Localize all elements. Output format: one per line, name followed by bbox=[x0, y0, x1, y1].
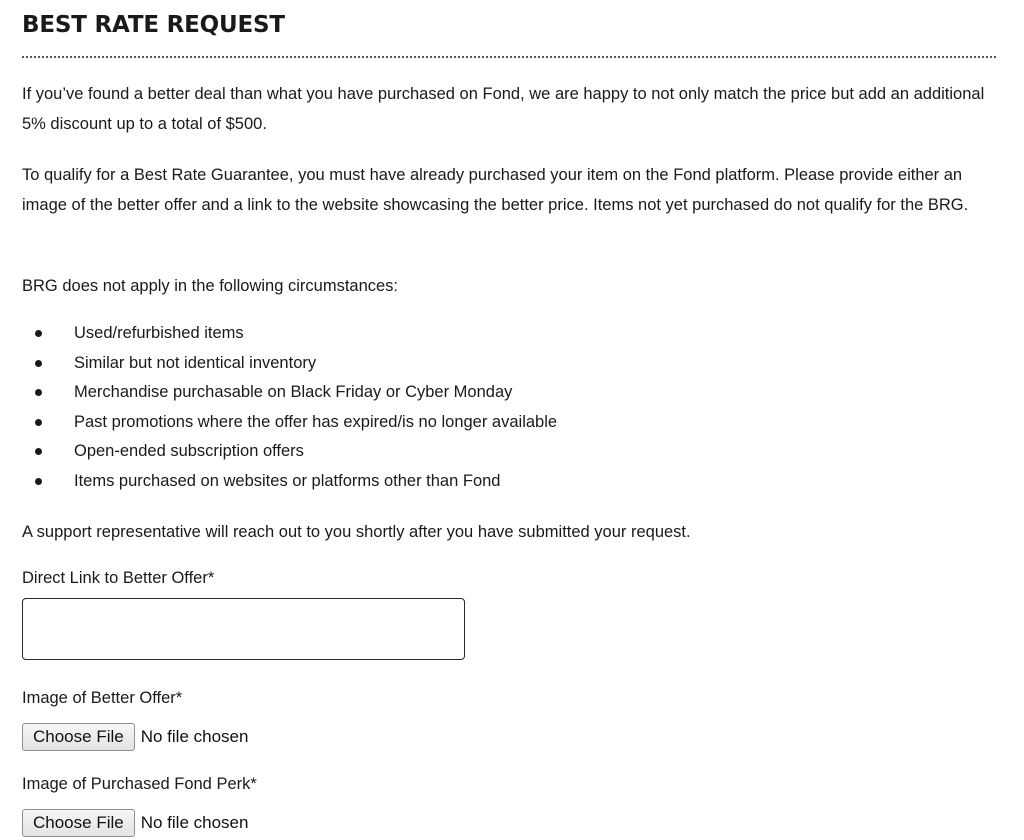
support-note: A support representative will reach out to you shortly after you have submitted your request. bbox=[22, 523, 691, 541]
exclusion-item bbox=[22, 378, 557, 408]
exclusions-list bbox=[22, 319, 557, 496]
bullet-icon bbox=[35, 330, 42, 337]
bullet-icon bbox=[35, 419, 42, 426]
page-title: BEST RATE REQUEST bbox=[22, 12, 285, 38]
exclusion-item bbox=[22, 408, 557, 438]
bullet-icon bbox=[35, 360, 42, 367]
intro-paragraph-2: To qualify for a Best Rate Guarantee, you must have already purchased your item on the Fond platform. Please provide either an image of the better offer and a link to the website showcasing the better price. Items not yet purchased do not qualify for the BRG. bbox=[22, 166, 969, 214]
file-status-text: No file chosen bbox=[140, 812, 249, 832]
fond-perk-image-upload bbox=[22, 808, 248, 837]
bullet-icon bbox=[35, 478, 42, 485]
choose-file-button[interactable]: Choose File bbox=[22, 723, 135, 751]
bullet-icon bbox=[35, 448, 42, 455]
better-offer-link-input[interactable] bbox=[22, 598, 465, 660]
exclusions-heading: BRG does not apply in the following circumstances: bbox=[22, 277, 399, 295]
choose-file-button[interactable]: Choose File bbox=[22, 809, 135, 837]
exclusion-item-text: Past promotions where the offer has expired/is no longer available bbox=[74, 412, 558, 431]
exclusion-item-text: Used/refurbished items bbox=[74, 324, 244, 342]
bullet-icon bbox=[35, 389, 42, 396]
exclusion-item bbox=[22, 437, 557, 467]
exclusion-item-text: Open-ended subscription offers bbox=[74, 442, 304, 460]
better-offer-link-label: Direct Link to Better Offer* bbox=[22, 569, 215, 587]
exclusion-item bbox=[22, 349, 557, 379]
exclusion-item-text: Similar but not identical inventory bbox=[74, 353, 317, 372]
exclusion-item bbox=[22, 467, 557, 497]
title-divider bbox=[22, 56, 996, 58]
better-offer-image-label: Image of Better Offer* bbox=[22, 689, 183, 707]
intro-paragraph-1: If you’ve found a better deal than what you have purchased on Fond, we are happy to not only match the price but add an additional 5% discount up to a total of $500. bbox=[22, 85, 985, 133]
exclusion-item-text: Merchandise purchasable on Black Friday or Cyber Monday bbox=[74, 383, 513, 401]
exclusion-item bbox=[22, 319, 557, 349]
fond-perk-image-label: Image of Purchased Fond Perk* bbox=[22, 775, 257, 793]
better-offer-image-upload bbox=[22, 722, 248, 751]
file-status-text: No file chosen bbox=[140, 726, 249, 746]
exclusion-item-text: Items purchased on websites or platforms other than Fond bbox=[74, 471, 501, 490]
